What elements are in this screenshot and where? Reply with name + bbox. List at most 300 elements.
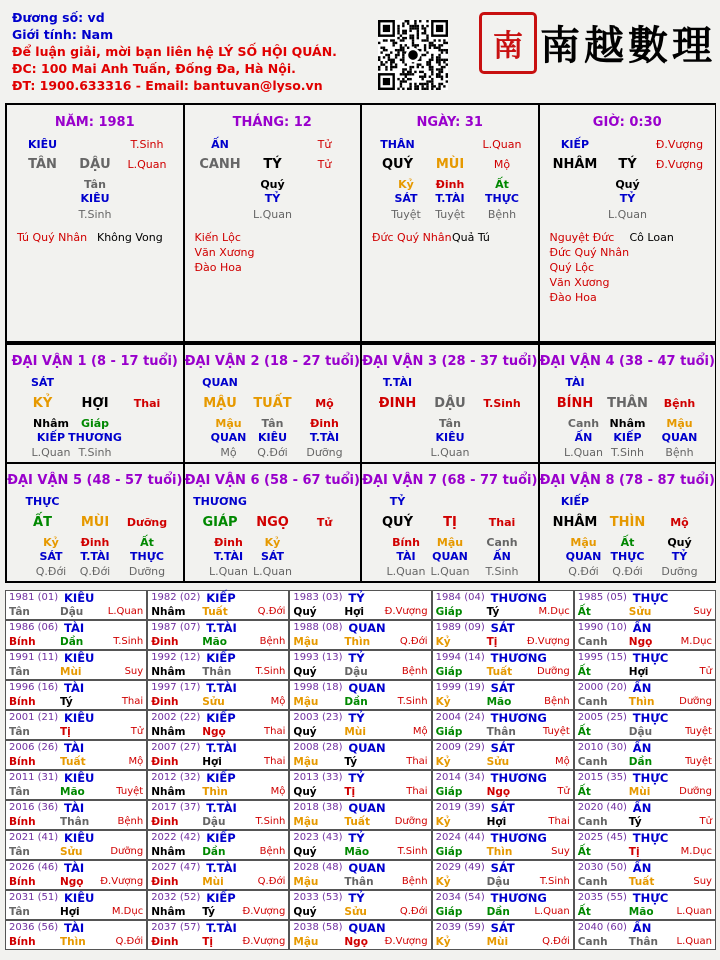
year-star: KIÊU <box>64 771 95 785</box>
pillar-title: NGÀY: 31 <box>416 115 483 130</box>
year-stem: Canh <box>577 636 608 648</box>
owner-label: Đương số: <box>12 10 84 25</box>
year-god: L.Quan <box>107 606 144 617</box>
dai-van-title: ĐẠI VẬN 3 (28 - 37 tuổi) <box>362 354 538 369</box>
year-star: ẤN <box>632 681 652 695</box>
year-label: 2027 (47) <box>151 862 201 873</box>
pillar-hidden-god: Bệnh <box>487 208 517 221</box>
pillar-hidden-star: THỰC <box>485 192 519 205</box>
year-cell <box>5 620 147 650</box>
year-branch: Ngọ <box>486 786 511 798</box>
year-god: Dưỡng <box>536 666 570 677</box>
year-star: QUAN <box>348 681 386 695</box>
year-branch: Dậu <box>486 876 510 888</box>
year-cell <box>289 590 431 620</box>
year-stem: Ất <box>577 786 591 798</box>
dai-van-god: T.Sinh <box>483 397 521 410</box>
dai-van-title: ĐẠI VẬN 5 (48 - 57 tuổi) <box>7 473 183 488</box>
year-god: Dưỡng <box>679 786 712 797</box>
year-god: Q.Đới <box>399 906 428 917</box>
year-branch: Dậu <box>60 606 84 618</box>
year-branch: Mùi <box>202 876 224 888</box>
red-seal-logo: 南 <box>479 12 537 74</box>
year-cell <box>147 800 289 830</box>
dai-van-hidden-stem: Đinh <box>310 417 339 430</box>
year-label: 2031 (51) <box>9 892 59 903</box>
dai-van-hidden-stem: Mậu <box>436 536 464 549</box>
year-star: KIẾP <box>206 771 236 785</box>
pillar-earthly-branch: MÙI <box>435 157 465 172</box>
year-cell <box>147 890 289 920</box>
year-label: 2030 (50) <box>577 862 627 873</box>
year-branch: Thân <box>628 936 658 948</box>
year-star: THỰC <box>632 591 669 605</box>
year-branch: Dần <box>628 756 653 768</box>
year-stem: Kỷ <box>435 816 451 828</box>
pillar-hidden-god: T.Sinh <box>78 208 112 221</box>
year-stem: Giáp <box>435 846 463 858</box>
year-label: 2018 (38) <box>293 802 343 813</box>
year-star: KIẾP <box>206 651 236 665</box>
dai-van-hidden-stem: Mậu <box>570 536 597 549</box>
year-god: Suy <box>124 666 144 677</box>
year-cell <box>574 890 716 920</box>
dai-van-hidden-stem: Tân <box>439 417 461 430</box>
year-cell <box>5 710 147 740</box>
year-branch: Tị <box>202 936 213 948</box>
dai-van-hidden-star: QUAN <box>565 550 602 563</box>
year-star: QUAN <box>348 741 386 755</box>
pillar-title: THÁNG: 12 <box>232 115 312 130</box>
year-star: QUAN <box>348 801 386 815</box>
year-stem: Quý <box>293 666 317 678</box>
pillar-earthly-branch: TÝ <box>263 157 282 172</box>
pillar-shen-sha: Không Vong <box>97 231 163 244</box>
year-god: T.Sinh <box>113 636 144 647</box>
dai-van-hidden-stem: Ất <box>620 536 635 549</box>
year-cell <box>432 830 574 860</box>
pillar-cell <box>539 104 717 342</box>
pillar-title: GIỜ: 0:30 <box>592 115 662 130</box>
year-stem: Tân <box>9 906 30 918</box>
year-star: THỰC <box>632 651 669 665</box>
year-branch: Mão <box>628 906 654 918</box>
dai-van-title: ĐẠI VẬN 4 (38 - 47 tuổi) <box>539 354 715 369</box>
year-star: SÁT <box>490 801 515 815</box>
year-stem: Kỷ <box>435 696 451 708</box>
year-cell <box>432 740 574 770</box>
year-label: 2028 (48) <box>293 862 343 873</box>
dai-van-branch: HỢI <box>81 396 109 411</box>
year-cell <box>147 770 289 800</box>
year-cell <box>5 800 147 830</box>
dai-van-branch: MÙI <box>80 515 110 530</box>
year-cell <box>432 710 574 740</box>
dai-van-hidden-stem: Canh <box>567 417 600 430</box>
year-star: SÁT <box>490 741 515 755</box>
year-star: KIÊU <box>64 891 95 905</box>
year-label: 2033 (53) <box>293 892 343 903</box>
year-god: Mộ <box>270 696 286 707</box>
year-god: Q.Đới <box>115 936 144 947</box>
year-stem: Mậu <box>293 756 319 768</box>
phone-email-line: ĐT: 1900.633316 - Email: bantuvan@lyso.vn <box>12 78 323 93</box>
year-label: 2025 (45) <box>577 832 627 843</box>
dai-van-god: Bệnh <box>663 397 696 410</box>
year-stem: Quý <box>293 606 317 618</box>
year-stem: Đinh <box>151 816 179 828</box>
dai-van-stem-star: QUAN <box>202 376 238 389</box>
year-branch: Sửu <box>628 606 652 618</box>
year-god: M.Dục <box>680 636 712 647</box>
dai-van-stem: ĐINH <box>378 396 417 411</box>
year-god: Tử <box>699 816 712 827</box>
dai-van-hidden-stem: Nhâm <box>33 417 69 430</box>
year-cell <box>432 650 574 680</box>
pillar-heavenly-stem: NHÂM <box>552 157 598 172</box>
pillar-branch-god: L.Quan <box>127 158 167 171</box>
year-label: 2013 (33) <box>293 772 343 783</box>
gender-label: Giới tính: <box>12 27 77 42</box>
year-god: Dưỡng <box>679 696 712 707</box>
year-god: Bệnh <box>401 666 428 677</box>
year-label: 2016 (36) <box>9 802 59 813</box>
year-star: THỰC <box>632 891 669 905</box>
year-star: TỶ <box>348 891 365 905</box>
pillar-shen-sha: Văn Xương <box>549 276 610 289</box>
year-branch: Sửu <box>486 756 510 768</box>
year-label: 2037 (57) <box>151 922 201 933</box>
pillar-branch-god: Đ.Vượng <box>655 158 704 171</box>
year-star: T.TÀI <box>206 801 237 815</box>
year-god: T.Sinh <box>397 846 428 857</box>
pillar-hidden-god: L.Quan <box>608 208 647 221</box>
year-stem: Đinh <box>151 756 179 768</box>
dai-van-hidden-star: ẤN <box>574 431 593 444</box>
year-label: 2008 (28) <box>293 742 343 753</box>
pillar-stem-star: ẤN <box>211 138 229 151</box>
dai-van-hidden-god: L.Quan <box>209 565 248 578</box>
dai-van-hidden-star: TÀI <box>396 550 416 563</box>
year-star: TỶ <box>348 591 365 605</box>
dai-van-title: ĐẠI VẬN 6 (58 - 67 tuổi) <box>184 473 360 488</box>
year-cell <box>289 650 431 680</box>
year-label: 2002 (22) <box>151 712 201 723</box>
year-stem: Bính <box>9 756 36 768</box>
year-god: Đ.Vượng <box>384 606 428 617</box>
year-cell <box>574 680 716 710</box>
year-star: SÁT <box>490 921 515 935</box>
dai-van-stem: KỶ <box>32 396 53 411</box>
year-stem: Quý <box>293 786 317 798</box>
year-stem: Quý <box>293 906 317 918</box>
year-luck-table <box>5 590 716 950</box>
year-cell <box>289 740 431 770</box>
dai-van-stem: ẤT <box>33 515 52 530</box>
dai-van-stem-star: THỰC <box>25 495 60 508</box>
year-star: T.TÀI <box>206 861 237 875</box>
year-cell <box>432 890 574 920</box>
qr-code-icon <box>378 20 448 90</box>
year-god: Đ.Vượng <box>242 936 286 947</box>
year-god: Thai <box>264 726 286 737</box>
dai-van-hidden-stem: Mậu <box>215 417 242 430</box>
pillar-hidden-star: SÁT <box>394 192 418 205</box>
year-stem: Kỷ <box>435 936 451 948</box>
dai-van-hidden-star: KIẾP <box>36 431 66 444</box>
pillar-earthly-branch: TÝ <box>618 157 637 172</box>
year-cell <box>432 860 574 890</box>
year-god: Tuyệt <box>116 786 144 797</box>
year-stem: Nhâm <box>151 906 186 918</box>
year-star: TÀI <box>64 681 85 695</box>
dai-van-hidden-star: QUAN <box>661 431 698 444</box>
year-branch: Thìn <box>202 786 228 798</box>
year-stem: Bính <box>9 876 36 888</box>
year-branch: Dậu <box>202 816 226 828</box>
year-branch: Mùi <box>628 786 651 798</box>
dai-van-hidden-star: SÁT <box>39 550 63 563</box>
year-star: TÀI <box>64 801 85 815</box>
year-label: 2029 (49) <box>435 862 485 873</box>
year-label: 1991 (11) <box>9 652 59 663</box>
dai-van-stem: QUÝ <box>381 515 414 530</box>
year-cell <box>289 830 431 860</box>
dai-van-hidden-god: L.Quan <box>31 446 71 459</box>
year-god: Thai <box>406 786 428 797</box>
dai-van-hidden-star: SÁT <box>260 550 285 563</box>
dai-van-branch: NGỌ <box>256 515 289 530</box>
year-star: SÁT <box>490 861 515 875</box>
year-stem: Ất <box>577 606 591 618</box>
year-cell <box>5 830 147 860</box>
year-star: TÀI <box>64 741 85 755</box>
year-branch: Tuất <box>628 876 655 888</box>
year-cell <box>147 650 289 680</box>
year-stem: Đinh <box>151 696 179 708</box>
year-stem: Canh <box>577 816 608 828</box>
dai-van-stem: NHÂM <box>552 515 598 530</box>
year-god: Thai <box>548 816 570 827</box>
dai-van-hidden-stem: Kỷ <box>264 536 281 549</box>
dai-van-hidden-god: Q.Đới <box>35 565 67 578</box>
year-label: 2001 (21) <box>9 712 59 723</box>
year-branch: Tị <box>344 786 356 798</box>
year-label: 2006 (26) <box>9 742 59 753</box>
dai-van-stem-star: TÀI <box>565 376 585 389</box>
year-cell <box>574 770 716 800</box>
pillar-cell <box>361 104 539 342</box>
year-label: 2000 (20) <box>577 682 627 693</box>
year-god: Bệnh <box>544 696 570 707</box>
year-cell <box>574 620 716 650</box>
year-star: ẤN <box>632 921 652 935</box>
year-branch: Dậu <box>628 726 653 738</box>
year-branch: Thìn <box>60 936 86 948</box>
year-stem: Canh <box>577 756 608 768</box>
pillar-hidden-star: T.TÀI <box>435 192 465 205</box>
year-god: Thai <box>406 756 428 767</box>
dai-van-hidden-god: T.Sinh <box>485 565 519 578</box>
dai-van-hidden-star: TỶ <box>671 550 688 563</box>
year-star: THỰC <box>632 711 669 725</box>
year-stem: Ất <box>577 666 591 678</box>
year-god: L.Quan <box>676 906 712 917</box>
year-stem: Nhâm <box>151 846 186 858</box>
year-stem: Giáp <box>435 726 463 738</box>
year-branch: Thân <box>486 726 516 738</box>
year-label: 2026 (46) <box>9 862 59 873</box>
year-stem: Giáp <box>435 906 463 918</box>
year-label: 2012 (32) <box>151 772 201 783</box>
year-god: Dưỡng <box>110 846 144 857</box>
year-branch: Hợi <box>202 756 222 768</box>
year-branch: Thân <box>60 816 90 828</box>
year-label: 2038 (58) <box>293 922 343 933</box>
dai-van-hidden-star: QUAN <box>210 431 247 444</box>
year-cell <box>289 860 431 890</box>
dai-van-branch: DẬU <box>434 396 466 411</box>
dai-van-title: ĐẠI VẬN 8 (78 - 87 tuổi) <box>539 473 715 488</box>
pillar-shen-sha: Đào Hoa <box>549 291 597 304</box>
year-god: Suy <box>693 876 712 887</box>
dai-van-stem-star: KIẾP <box>560 495 590 508</box>
pillar-branch-god: Mộ <box>493 158 511 171</box>
year-label: 2005 (25) <box>577 712 627 723</box>
pillar-stem-god: T.Sinh <box>130 138 164 151</box>
year-star: KIÊU <box>64 711 95 725</box>
year-star: THƯƠNG <box>490 711 547 725</box>
year-cell <box>289 890 431 920</box>
year-god: M.Dục <box>538 606 570 617</box>
year-branch: Thìn <box>344 636 371 648</box>
dai-van-cell <box>6 344 184 463</box>
pillar-shen-sha: Quý Lộc <box>549 261 595 274</box>
year-cell <box>5 740 147 770</box>
year-stem: Mậu <box>293 816 319 828</box>
year-star: QUAN <box>348 621 386 635</box>
year-branch: Dần <box>202 846 226 858</box>
year-stem: Bính <box>9 816 36 828</box>
dai-van-hidden-god: L.Quan <box>564 446 603 459</box>
pillar-shen-sha: Nguyệt Đức <box>549 231 615 244</box>
year-star: TÀI <box>64 921 85 935</box>
year-label: 1983 (03) <box>293 592 343 603</box>
year-cell <box>289 620 431 650</box>
year-god: Suy <box>693 606 712 617</box>
year-cell <box>147 740 289 770</box>
pillar-hidden-stem: Quý <box>260 178 285 191</box>
year-star: KIÊU <box>64 651 95 665</box>
year-branch: Tý <box>628 816 642 828</box>
year-star: THƯƠNG <box>490 591 547 605</box>
year-god: Đ.Vượng <box>526 636 570 647</box>
year-label: 2021 (41) <box>9 832 59 843</box>
year-cell <box>574 920 716 950</box>
dai-van-hidden-god: L.Quan <box>430 565 470 578</box>
year-branch: Sửu <box>202 696 225 708</box>
year-star: TỶ <box>348 831 365 845</box>
year-branch: Dần <box>344 696 368 708</box>
year-stem: Canh <box>577 936 608 948</box>
pillar-shen-sha: Cô Loan <box>629 231 674 244</box>
pillar-stem-star: KIẾP <box>560 138 590 151</box>
dai-van-cell <box>539 463 717 582</box>
year-cell <box>5 590 147 620</box>
pillar-shen-sha: Đào Hoa <box>194 261 242 274</box>
year-branch: Tuất <box>344 816 370 828</box>
pillar-stem-god: Tử <box>317 138 332 151</box>
pillar-stem-god: L.Quan <box>482 138 522 151</box>
dai-van-cell <box>539 344 717 463</box>
year-label: 2024 (44) <box>435 832 485 843</box>
dai-van-hidden-stem: Canh <box>486 536 518 549</box>
year-star: QUAN <box>348 861 386 875</box>
year-branch: Tý <box>344 756 358 768</box>
dai-van-grid <box>5 343 716 583</box>
pillar-shen-sha: Tú Quý Nhân <box>17 231 88 244</box>
dai-van-cell <box>184 344 362 463</box>
year-god: T.Sinh <box>255 666 286 677</box>
pillar-shen-sha: Quả Tú <box>452 231 490 244</box>
year-star: KIẾP <box>206 591 236 605</box>
dai-van-hidden-god: L.Quan <box>430 446 470 459</box>
year-stem: Nhâm <box>151 726 186 738</box>
year-star: ẤN <box>632 801 652 815</box>
year-branch: Mão <box>344 846 370 858</box>
year-branch: Dần <box>60 636 84 648</box>
year-label: 2020 (40) <box>577 802 627 813</box>
dai-van-hidden-stem: Nhâm <box>609 417 646 430</box>
year-branch: Thân <box>202 666 232 678</box>
pillar-hidden-stem: Quý <box>615 178 640 191</box>
year-star: THƯƠNG <box>490 891 547 905</box>
dai-van-hidden-god: L.Quan <box>386 565 426 578</box>
dai-van-hidden-stem: Đinh <box>80 536 110 549</box>
dai-van-hidden-stem: Tân <box>261 417 284 430</box>
year-branch: Tuất <box>202 606 228 618</box>
pillar-hidden-god: Tuyệt <box>435 208 465 221</box>
year-god: Đ.Vượng <box>100 876 144 887</box>
year-label: 2010 (30) <box>577 742 627 753</box>
year-label: 2032 (52) <box>151 892 201 903</box>
year-label: 1987 (07) <box>151 622 201 633</box>
dai-van-hidden-god: Bệnh <box>665 446 694 459</box>
year-stem: Đinh <box>151 876 179 888</box>
year-god: Bệnh <box>259 636 286 647</box>
year-label: 1992 (12) <box>151 652 201 663</box>
dai-van-title: ĐẠI VẬN 1 (8 - 17 tuổi) <box>11 354 178 369</box>
year-god: Mộ <box>128 756 144 767</box>
year-branch: Mùi <box>344 726 366 738</box>
year-star: TỶ <box>348 711 365 725</box>
dai-van-hidden-god: T.Sinh <box>78 446 112 459</box>
year-star: SÁT <box>490 621 515 635</box>
four-pillars-grid <box>5 103 716 343</box>
year-cell <box>5 770 147 800</box>
dai-van-branch: TỊ <box>443 515 457 530</box>
dai-van-stem: GIÁP <box>202 515 238 530</box>
year-god: Tử <box>557 786 570 797</box>
pillar-hidden-stem: Kỷ <box>398 178 414 191</box>
year-label: 1995 (15) <box>577 652 627 663</box>
year-cell <box>574 650 716 680</box>
pillar-earthly-branch: DẬU <box>79 157 111 172</box>
year-god: M.Dục <box>680 846 712 857</box>
year-star: KIẾP <box>206 711 236 725</box>
year-stem: Mậu <box>293 876 319 888</box>
year-label: 2022 (42) <box>151 832 201 843</box>
